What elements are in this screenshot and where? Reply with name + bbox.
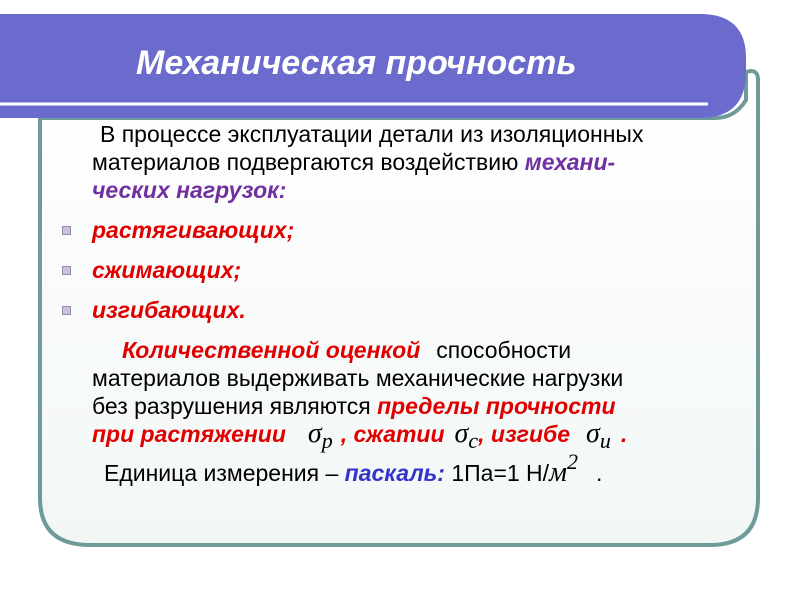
- bullet-label: сжимающих;: [92, 257, 242, 283]
- para2-compression: , сжатии: [340, 421, 445, 447]
- unit-m-symbol: м2: [549, 449, 578, 488]
- para2-bending: , изгибе: [478, 421, 571, 447]
- bullet-marker-icon: [62, 266, 71, 275]
- bullet-item: [92, 256, 742, 284]
- intro-accent-1: механи-: [524, 149, 616, 175]
- para2-tension: при растяжении: [92, 421, 286, 447]
- unit-end: .: [595, 460, 603, 486]
- bullet-item: [92, 216, 742, 244]
- unit-formula: 1Па=1 Н/: [444, 460, 550, 486]
- para2-accent-limits: пределы прочности: [377, 393, 616, 419]
- para2-line1-tail: способности: [436, 337, 572, 363]
- para2-line3: без разрушения являются: [92, 393, 378, 419]
- sigma-i-symbol: σи: [586, 418, 611, 453]
- para2-line2: материалов выдерживать механические нагрузки: [92, 365, 624, 391]
- strength-paragraph: [92, 336, 742, 453]
- para2-accent-start: Количественной оценкой: [122, 337, 421, 363]
- bullet-label: изгибающих.: [92, 297, 246, 323]
- sigma-c-symbol: σc: [454, 418, 479, 453]
- unit-name: паскаль:: [344, 460, 445, 486]
- bullet-item: [92, 296, 742, 324]
- bullet-marker-icon: [62, 306, 71, 315]
- intro-line1: В процессе эксплуатации детали из изоляционных: [100, 121, 644, 147]
- intro-line2: материалов подвергаются воздействию: [92, 149, 525, 175]
- slide-body: [92, 120, 742, 488]
- unit-line: [92, 449, 742, 488]
- sigma-p-symbol: σp: [307, 418, 333, 453]
- para2-end: .: [620, 421, 628, 447]
- slide-title: Механическая прочность: [136, 44, 577, 82]
- intro-accent-2: ческих нагрузок:: [92, 177, 287, 203]
- intro-paragraph: [92, 120, 742, 204]
- unit-prefix: Единица измерения –: [104, 460, 345, 486]
- bullet-label: растягивающих;: [92, 217, 295, 243]
- bullet-marker-icon: [62, 226, 71, 235]
